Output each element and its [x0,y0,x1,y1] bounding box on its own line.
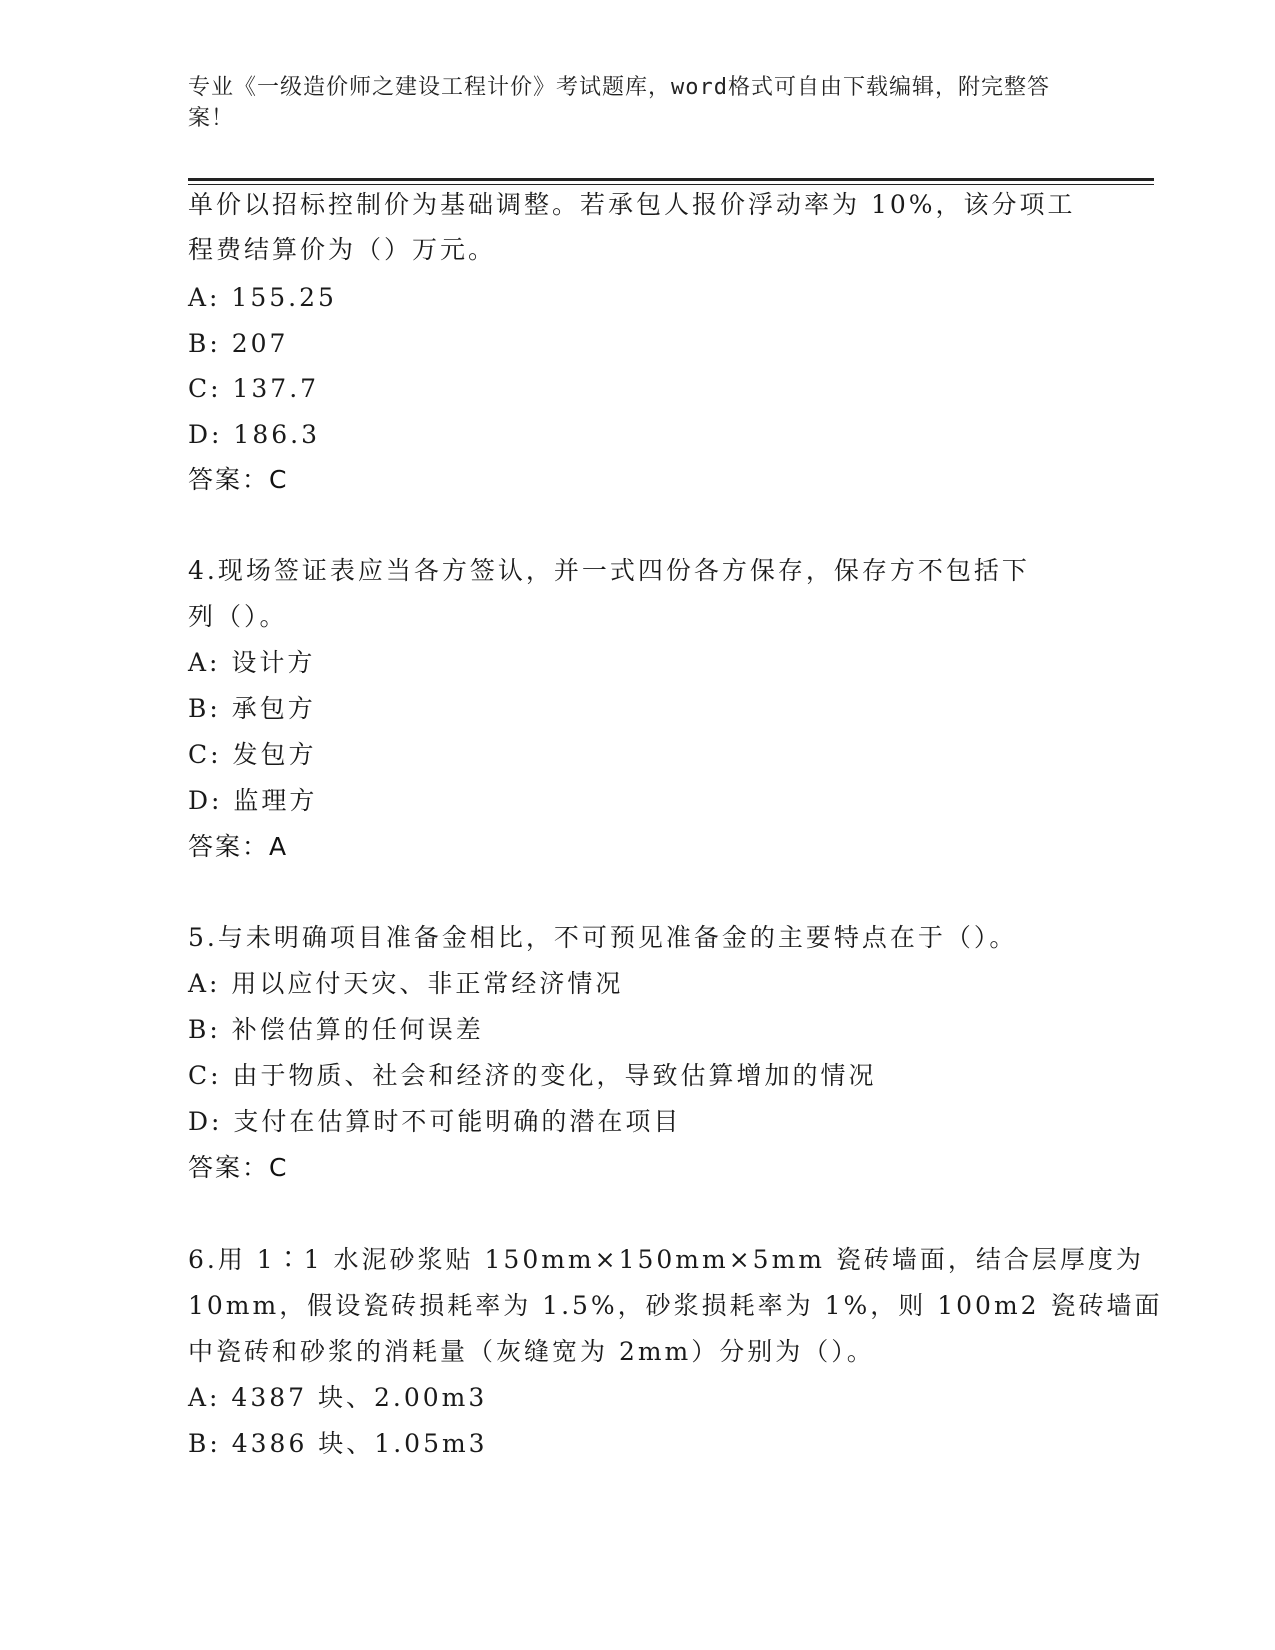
q5-option-c: C: 由于物质、社会和经济的变化，导致估算增加的情况 [188,1061,877,1090]
q6-stem-line-2: 10mm，假设瓷砖损耗率为 1.5%，砂浆损耗率为 1%，则 100m2 瓷砖墙面 [188,1291,1163,1320]
q4-option-c: C: 发包方 [188,740,317,769]
q5-option-b: B: 补偿估算的任何误差 [188,1015,484,1044]
q5-stem-line-1: 5.与未明确项目准备金相比，不可预见准备金的主要特点在于（）。 [188,923,1018,952]
q4-stem-line-1: 4.现场签证表应当各方签认，并一式四份各方保存，保存方不包括下 [188,556,1030,585]
q5-option-a: A: 用以应付天灾、非正常经济情况 [188,969,624,998]
header-divider-thick [188,178,1154,181]
q4-option-d: D: 监理方 [188,786,318,815]
q6-option-a: A: 4387 块、2.00m3 [188,1383,488,1412]
q5-answer: 答案：C [188,1153,289,1182]
q3-option-b: B: 207 [188,329,289,358]
q6-stem-line-1: 6.用 1∶1 水泥砂浆贴 150mm×150mm×5mm 瓷砖墙面，结合层厚度为 [188,1245,1144,1274]
document-header: 专业《一级造价师之建设工程计价》考试题库，word格式可自由下载编辑，附完整答案！ [188,75,1050,131]
q6-stem-line-3: 中瓷砖和砂浆的消耗量（灰缝宽为 2mm）分别为（）。 [188,1337,875,1366]
q5-option-d: D: 支付在估算时不可能明确的潜在项目 [188,1107,682,1136]
q3-answer: 答案：C [188,465,289,494]
q4-option-a: A: 设计方 [188,648,316,677]
header-divider-thin [188,184,1154,185]
q4-option-b: B: 承包方 [188,694,316,723]
q6-option-b: B: 4386 块、1.05m3 [188,1429,488,1458]
q3-stem-line-2: 程费结算价为（）万元。 [188,235,497,264]
q3-option-d: D: 186.3 [188,420,320,449]
q3-option-c: C: 137.7 [188,374,320,403]
q3-stem-line-1: 单价以招标控制价为基础调整。若承包人报价浮动率为 10%，该分项工 [188,190,1076,219]
q4-stem-line-2: 列（）。 [188,602,288,631]
q4-answer: 答案：A [188,832,289,861]
q3-option-a: A: 155.25 [188,283,337,312]
